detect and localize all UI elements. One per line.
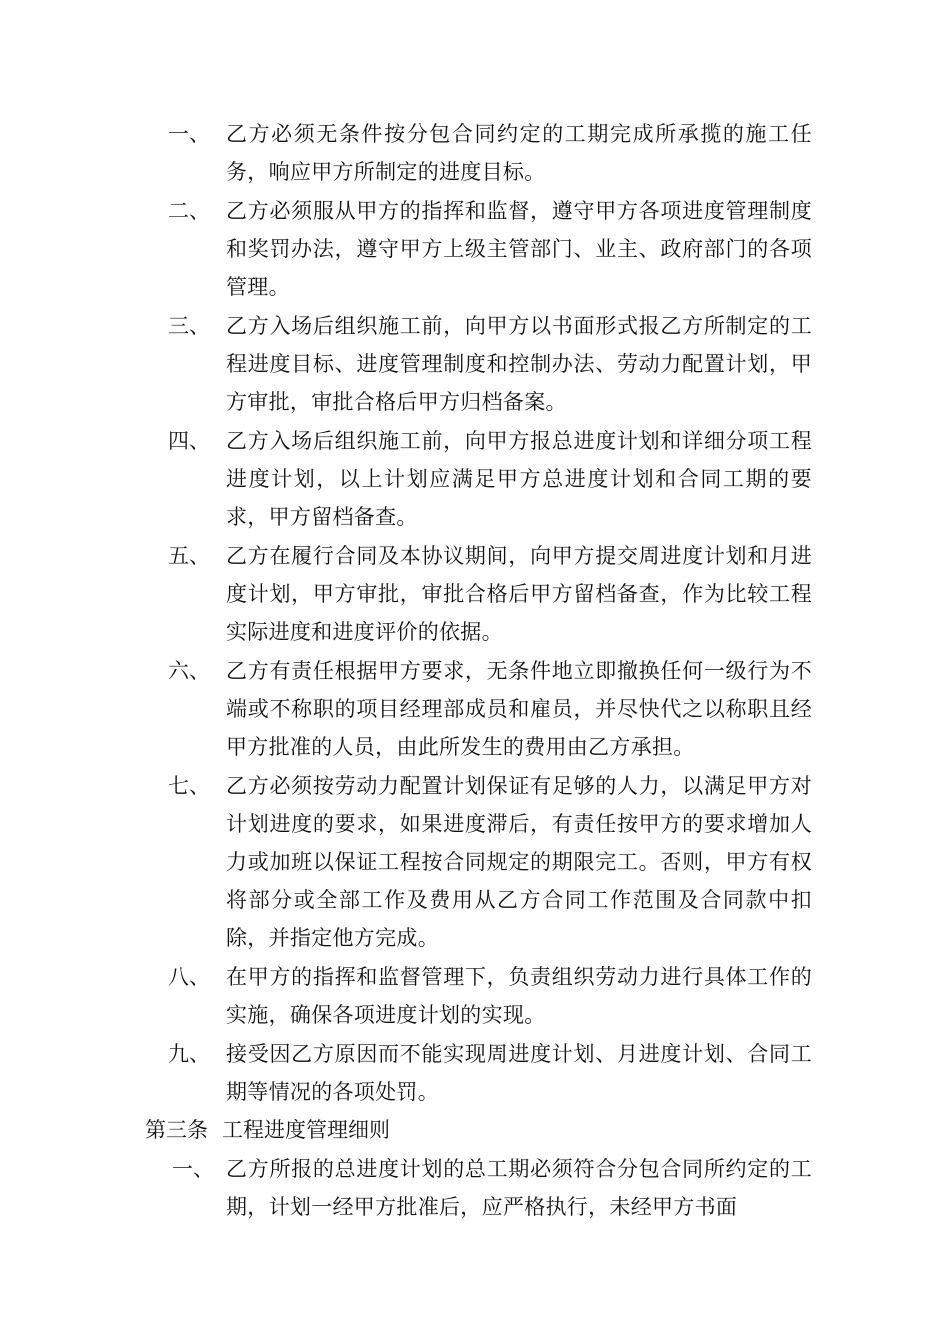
clause-marker: 七、: [168, 774, 210, 798]
clause-text: 接受因乙方原因而不能实现周进度计划、月进度计划、合同工期等情况的各项处罚。: [226, 1042, 812, 1104]
clause-marker: 一、: [172, 1157, 214, 1181]
clause-marker: 三、: [168, 314, 210, 338]
clause-marker: 八、: [168, 965, 210, 989]
clause-marker: 六、: [168, 659, 210, 683]
clause-text: 乙方有责任根据甲方要求，无条件地立即撤换任何一级行为不端或不称职的项目经理部成员和雇员，并尽快代之以称职且经甲方批准的人员，由此所发生的费用由乙方承担。: [226, 659, 812, 759]
clause-marker: 二、: [168, 199, 210, 223]
clause-text: 乙方入场后组织施工前，向甲方以书面形式报乙方所制定的工程进度目标、进度管理制度和控制办法、劳动力配置计划，甲方审批，审批合格后甲方归档备案。: [226, 314, 812, 414]
article-heading: [145, 1111, 390, 1149]
article-number: 第三条: [145, 1118, 208, 1142]
clause-text: 乙方入场后组织施工前，向甲方报总进度计划和详细分项工程进度计划，以上计划应满足甲方总进度计划和合同工期的要求，甲方留档备查。: [226, 429, 812, 529]
clause-text: 在甲方的指挥和监督管理下，负责组织劳动力进行具体工作的实施，确保各项进度计划的实现。: [226, 965, 812, 1027]
clause-marker: 五、: [168, 544, 210, 568]
clause-marker: 九、: [168, 1042, 210, 1066]
article-title: 工程进度管理细则: [222, 1118, 390, 1142]
clause-marker: 一、: [168, 122, 210, 146]
clause-text: 乙方必须服从甲方的指挥和监督，遵守甲方各项进度管理制度和奖罚办法，遵守甲方上级主管部门、业主、政府部门的各项管理。: [226, 199, 812, 299]
clause-marker: 四、: [168, 429, 210, 453]
clause-text: 乙方必须按劳动力配置计划保证有足够的人力，以满足甲方对计划进度的要求，如果进度滞后，有责任按甲方的要求增加人力或加班以保证工程按合同规定的期限完工。否则，甲方有权将部分或全部工作及费用从乙方合同工作范围及合同款中扣除，并指定他方完成。: [226, 774, 812, 950]
clause-text: 乙方必须无条件按分包合同约定的工期完成所承揽的施工任务，响应甲方所制定的进度目标。: [226, 122, 812, 184]
clause-text: 乙方所报的总进度计划的总工期必须符合分包合同所约定的工期，计划一经甲方批准后，应严格执行，未经甲方书面: [226, 1157, 812, 1219]
clause-text: 乙方在履行合同及本协议期间，向甲方提交周进度计划和月进度计划，甲方审批，审批合格后甲方留档备查，作为比较工程实际进度和进度评价的依据。: [226, 544, 812, 644]
